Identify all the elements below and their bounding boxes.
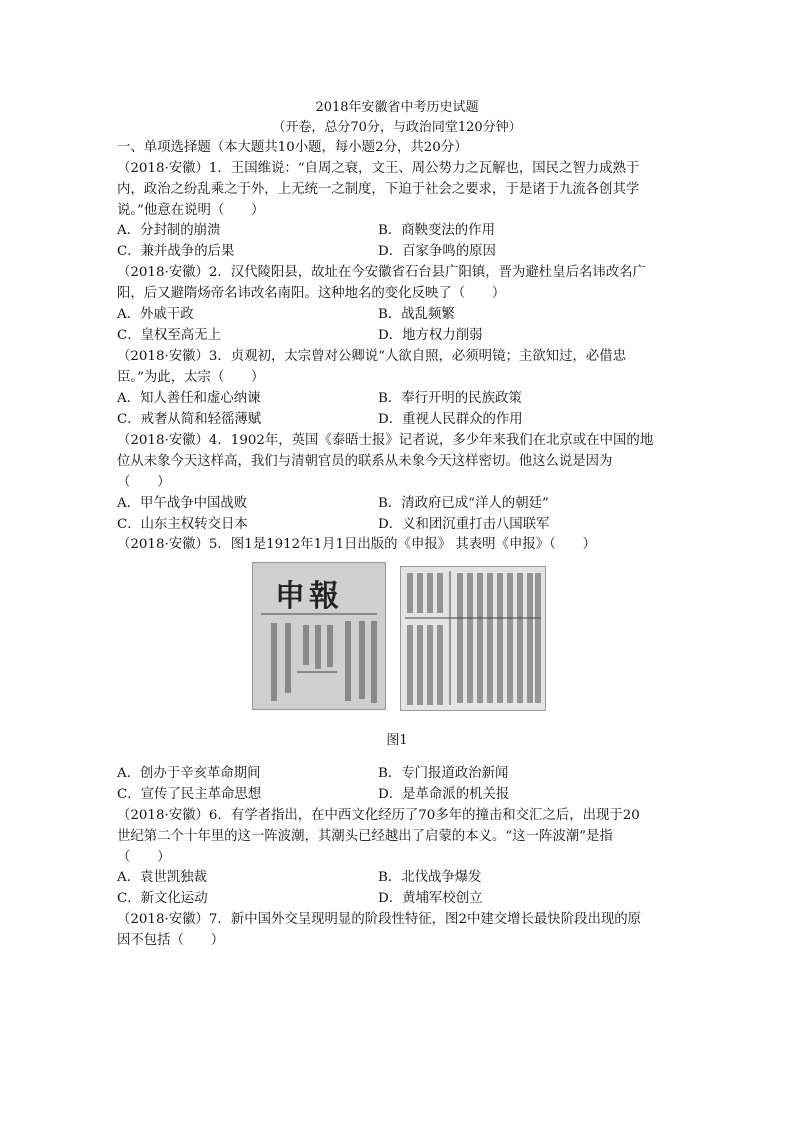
shenbao-front-page-photo — [252, 562, 386, 710]
q2-option-a[interactable]: A．外戚干政 — [117, 307, 194, 322]
exam-subtitle: （开卷，总分70分，与政治同堂120分钟） — [272, 120, 522, 135]
section-heading: 一、单项选择题（本大题共10小题，每小题2分，共20分） — [117, 140, 468, 155]
q6-line-2: 世纪第二个十年里的这一阵波潮，其潮头已经越出了启蒙的本义。“这一阵波潮”是指 — [117, 829, 613, 844]
q7-line-1: （2018·安徽）7．新中国外交呈现明显的阶段性特征，图2中建交增长最快阶段出现的原 — [117, 912, 642, 927]
q1-line-3: 说。”他意在说明（ ） — [117, 203, 265, 218]
q3-option-b[interactable]: B．奉行开明的民族政策 — [378, 391, 522, 406]
q3-option-c[interactable]: C．戒奢从简和轻徭薄赋 — [117, 412, 262, 427]
q4-option-d[interactable]: D．义和团沉重打击八国联军 — [378, 517, 550, 532]
q5-option-d[interactable]: D．是革命派的机关报 — [378, 787, 510, 802]
q3-line-1: （2018·安徽）3．贞观初，太宗曾对公卿说“人欲自照，必须明镜；主欲知过，必借忠 — [117, 349, 626, 364]
q6-option-d[interactable]: D．黄埔军校创立 — [378, 891, 483, 906]
q2-option-c[interactable]: C．皇权至高无上 — [117, 328, 221, 343]
q4-option-c[interactable]: C．山东主权转交日本 — [117, 517, 248, 532]
q5-option-a[interactable]: A．创办于辛亥革命期间 — [117, 766, 261, 781]
q4-line-1: （2018·安徽）4．1902年，英国《泰晤士报》记者说，多少年来我们在北京或在中国的地 — [117, 433, 654, 448]
q5-option-b[interactable]: B．专门报道政治新闻 — [378, 766, 509, 781]
q6-option-b[interactable]: B．北伐战争爆发 — [378, 870, 482, 885]
q2-option-b[interactable]: B．战乱频繁 — [378, 307, 455, 322]
q1-option-c[interactable]: C．兼并战争的后果 — [117, 244, 235, 259]
q2-line-2: 阳，后又避隋炀帝名讳改名南阳。这种地名的变化反映了（ ） — [117, 286, 506, 301]
q1-line-2: 内，政治之纷乱乘之于外，上无统一之制度，下迫于社会之要求，于是诸于九流各创其学 — [117, 182, 640, 197]
shenbao-inner-page-photo — [400, 566, 546, 711]
q5-line-1: （2018·安徽）5．图1是1912年1月1日出版的《申报》 其表明《申报》（ ） — [117, 537, 596, 552]
q4-option-a[interactable]: A．甲午战争中国战败 — [117, 496, 248, 511]
q6-option-c[interactable]: C．新文化运动 — [117, 891, 208, 906]
q6-line-3: （ ） — [117, 850, 171, 865]
q6-line-1: （2018·安徽）6．有学者指出，在中西文化经历了70多年的撞击和交汇之后，出现于20 — [117, 808, 640, 823]
q1-option-a[interactable]: A．分封制的崩溃 — [117, 223, 221, 238]
q1-line-1: （2018·安徽）1．王国维说：“自周之衰，文王、周公势力之瓦解也，国民之智力成熟于 — [117, 161, 640, 176]
q3-option-d[interactable]: D．重视人民群众的作用 — [378, 412, 523, 427]
q1-option-d[interactable]: D．百家争鸣的原因 — [378, 244, 496, 259]
figure-1-caption: 图1 — [386, 733, 408, 748]
shenbao-masthead: 申報 — [275, 579, 343, 614]
q7-line-2: 因不包括（ ） — [117, 933, 225, 948]
q5-option-c[interactable]: C．宣传了民主革命思想 — [117, 787, 262, 802]
q4-line-2: 位从未象今天这样高，我们与清朝官员的联系从未象今天这样密切。他这么说是因为 — [117, 454, 613, 469]
q6-option-a[interactable]: A．袁世凯独裁 — [117, 870, 208, 885]
exam-title: 2018年安徽省中考历史试题 — [315, 100, 479, 115]
q4-line-3: （ ） — [117, 475, 171, 490]
q2-option-d[interactable]: D．地方权力削弱 — [378, 328, 483, 343]
q1-option-b[interactable]: B．商鞅变法的作用 — [378, 223, 495, 238]
q3-option-a[interactable]: A．知人善任和虚心纳谏 — [117, 391, 261, 406]
q2-line-1: （2018·安徽）2．汉代陵阳县，故址在今安徽省石台县广阳镇，晋为避杜皇后名讳改名广 — [117, 265, 646, 280]
q4-option-b[interactable]: B．清政府已成“洋人的朝廷” — [378, 496, 549, 511]
q3-line-2: 臣。”为此，太宗（ ） — [117, 370, 265, 385]
